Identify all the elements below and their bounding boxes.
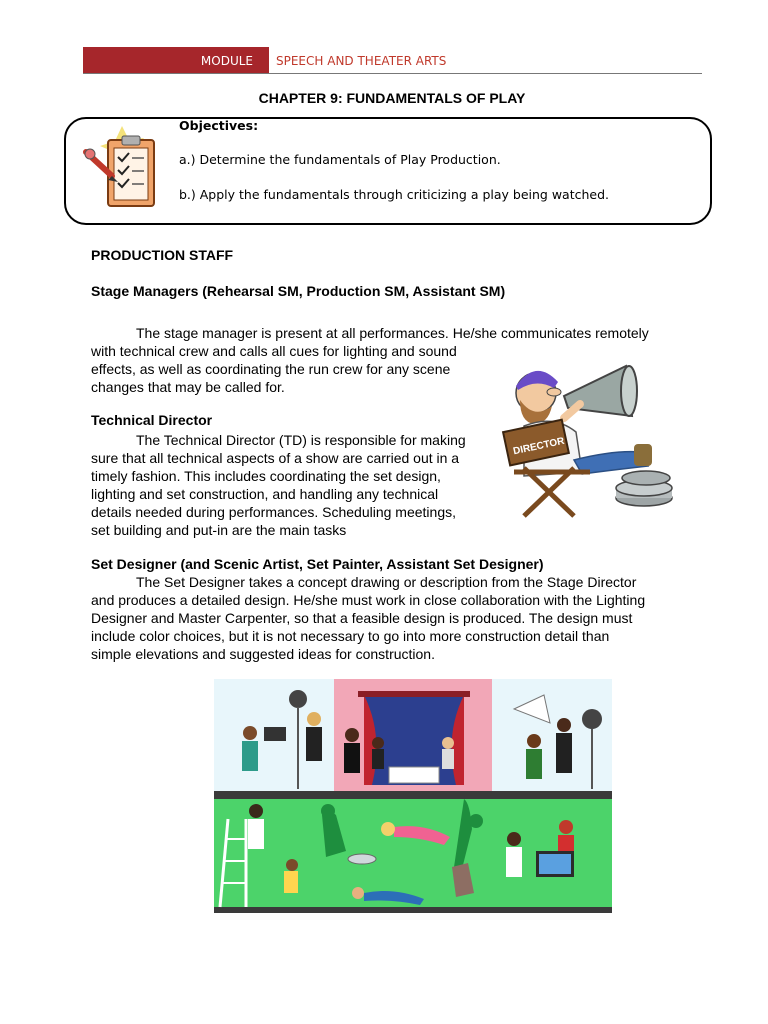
section-title: PRODUCTION STAFF (91, 247, 234, 263)
paragraph-line: include color choices, but it is not necessary to go into more construction detail than (91, 628, 610, 644)
paragraph-line: The Technical Director (TD) is responsible for making (136, 432, 466, 448)
header-divider (83, 73, 702, 74)
paragraph-line: lighting and set construction, and handling any technical (91, 486, 439, 502)
objective-item-b: b.) Apply the fundamentals through criticizing a play being watched. (179, 187, 609, 202)
subject-title: SPEECH AND THEATER ARTS (276, 54, 447, 68)
director-chair-label: DIRECTOR (512, 435, 566, 458)
stage-managers-heading: Stage Managers (Rehearsal SM, Production SM, Assistant SM) (91, 283, 506, 299)
paragraph-line: with technical crew and calls all cues for lighting and sound (91, 343, 457, 359)
paragraph-line: simple elevations and suggested ideas for construction. (91, 646, 435, 662)
paragraph-line: effects, as well as coordinating the run crew for any scene (91, 361, 451, 377)
objectives-heading: Objectives: (179, 118, 259, 133)
paragraph-line: details needed during performances. Scheduling meetings, (91, 504, 457, 520)
paragraph-line: and produces a detailed design. He/she must work in close collaboration with the Lighting (91, 592, 646, 608)
objective-item-a: a.) Determine the fundamentals of Play Production. (179, 152, 501, 167)
chapter-title: CHAPTER 9: FUNDAMENTALS OF PLAY (258, 90, 526, 106)
technical-director-heading: Technical Director (91, 412, 213, 428)
film-set-illustration (214, 679, 612, 913)
set-designer-paragraph (91, 573, 693, 663)
paragraph-line: The Set Designer takes a concept drawing or description from the Stage Director (136, 574, 637, 590)
paragraph-line: Designer and Master Carpenter, so that a feasible design is produced. The design must (91, 610, 633, 626)
module-label: MODULE (200, 54, 253, 68)
paragraph-line: sure that all technical aspects of a show are carried out in a (91, 450, 460, 466)
paragraph-line: set building and put-in are the main tasks (91, 522, 347, 538)
paragraph-line: timely fashion. This includes coordinating the set design, (91, 468, 441, 484)
director-megaphone-illustration (494, 348, 684, 520)
clipboard-checklist-icon (82, 124, 164, 216)
technical-director-paragraph (91, 431, 493, 539)
paragraph-line: changes that may be called for. (91, 379, 285, 395)
paragraph-line: The stage manager is present at all performances. He/she communicates remotely (136, 325, 649, 341)
set-designer-heading: Set Designer (and Scenic Artist, Set Painter, Assistant Set Designer) (91, 556, 544, 572)
